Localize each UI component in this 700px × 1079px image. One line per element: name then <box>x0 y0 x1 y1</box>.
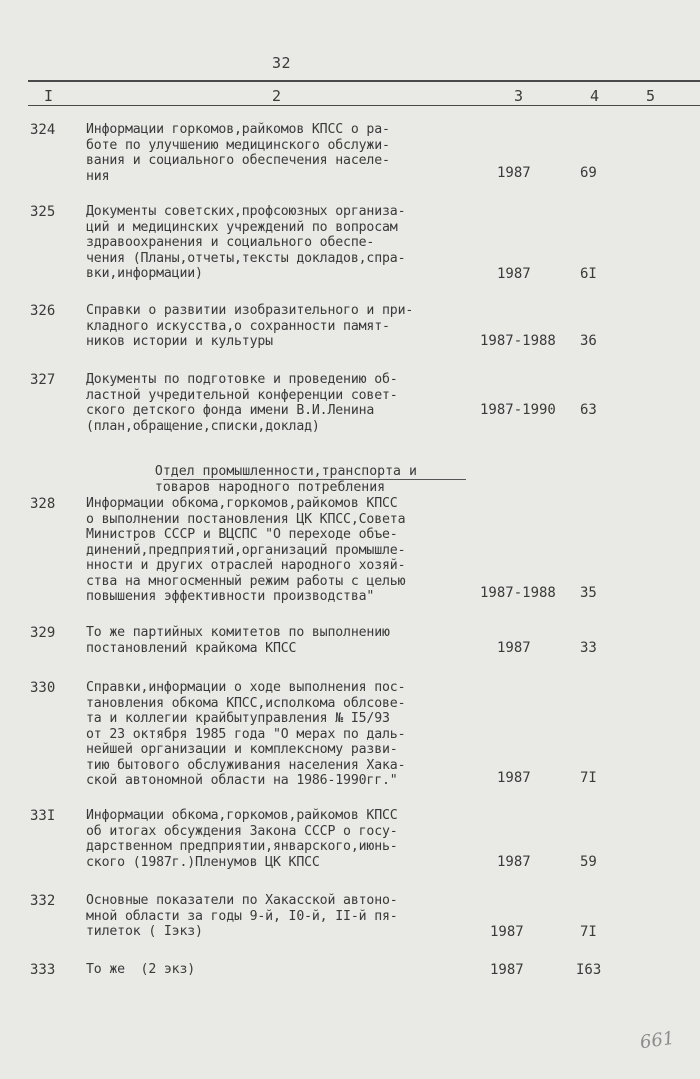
record-sheets: I63 <box>576 962 602 978</box>
record-title: Информации обкома,горкомов,райкомов КПСС о выполнении постановления ЦК КПСС,Совета Министров СССР и ВЦСПС "О переходе объе- динений,предприятий,организаций промышле- нности и других отраслей народного хозяй- ства на многосменный режим работы с целью повышения эффективности производства" <box>86 496 406 604</box>
record-sheets: 59 <box>580 854 597 870</box>
record-title: Основные показатели по Хакасской автоно- мной области за годы 9-й, I0-й, II-й пя- тилеток ( Iэкз) <box>86 893 398 939</box>
record-years: 1987 <box>497 165 531 181</box>
section-heading-text: Отдел промышленности,транспорта и товаров народного потребления <box>154 464 417 495</box>
record-sheets: 36 <box>580 333 597 349</box>
record-number: 332 <box>30 893 56 909</box>
record-sheets: 69 <box>580 165 597 181</box>
header-rule-top <box>28 80 700 82</box>
record-title: Документы по подготовке и проведению об- ластной учредительной конференции совет- ского детского фонда имени В.И.Ленина (план,обращение,списки,доклад) <box>86 372 398 434</box>
record-number: 327 <box>30 372 56 388</box>
record-years: 1987 <box>497 266 531 282</box>
column-header-3: 3 <box>514 87 524 105</box>
record-sheets: 7I <box>580 770 597 786</box>
record-years: 1987-1990 <box>480 402 556 418</box>
record-title: Документы советских,профсоюзных организа- ций и медицинских учреждений по вопросам здравоохранения и социального обеспе- чения (Планы,отчеты,тексты докладов,спра- вки,информации) <box>86 204 406 281</box>
record-sheets: 6I <box>580 266 597 282</box>
column-header-5: 5 <box>646 87 656 105</box>
record-title: То же (2 экз) <box>86 962 196 977</box>
record-sheets: 63 <box>580 402 597 418</box>
record-number: 33I <box>30 808 56 824</box>
record-years: 1987 <box>490 924 524 940</box>
record-title: Справки,информации о ходе выполнения пос- тановления обкома КПСС,исполкома облсове- та и коллегии крайбытуправления № I5/93 от 23 октября 1985 года "О мерах по даль- нейшей организации и комплексному разви- тию бытового обслуживания населения Хака- ской автономной области на 1986-1990гг." <box>86 680 406 788</box>
header-rule-bottom <box>28 105 700 106</box>
record-years: 1987-1988 <box>480 333 556 349</box>
section-heading-underline <box>163 479 466 480</box>
record-number: 329 <box>30 625 56 641</box>
record-number: 325 <box>30 204 56 220</box>
record-number: 324 <box>30 122 56 138</box>
record-years: 1987 <box>497 854 531 870</box>
record-number: 328 <box>30 496 56 512</box>
record-title: Справки о развитии изобразительного и при- кладного искусства,о сохранности памят- ников истории и культуры <box>86 303 414 349</box>
record-years: 1987-1988 <box>480 585 556 601</box>
record-sheets: 35 <box>580 585 597 601</box>
record-number: 330 <box>30 680 56 696</box>
record-title: Информации обкома,горкомов,райкомов КПСС об итогах обсуждения Закона СССР о госу- дарственном предприятии,январского,июнь- ского (1987г.)Пленумов ЦК КПСС <box>86 808 398 870</box>
record-years: 1987 <box>490 962 524 978</box>
record-sheets: 7I <box>580 924 597 940</box>
record-sheets: 33 <box>580 640 597 656</box>
column-header-2: 2 <box>272 87 282 105</box>
page-number: 32 <box>272 54 292 72</box>
record-title: То же партийных комитетов по выполнению постановлений крайкома КПСС <box>86 625 390 656</box>
record-number: 326 <box>30 303 56 319</box>
record-title: Информации горкомов,райкомов КПСС о ра- боте по улучшению медицинского обслужи- вания и социального обеспечения населе- ния <box>86 122 390 184</box>
column-header-4: 4 <box>590 87 600 105</box>
record-years: 1987 <box>497 770 531 786</box>
record-years: 1987 <box>497 640 531 656</box>
record-number: 333 <box>30 962 56 978</box>
handwritten-page-mark: 661 <box>638 1027 676 1054</box>
column-header-1: I <box>44 87 54 105</box>
